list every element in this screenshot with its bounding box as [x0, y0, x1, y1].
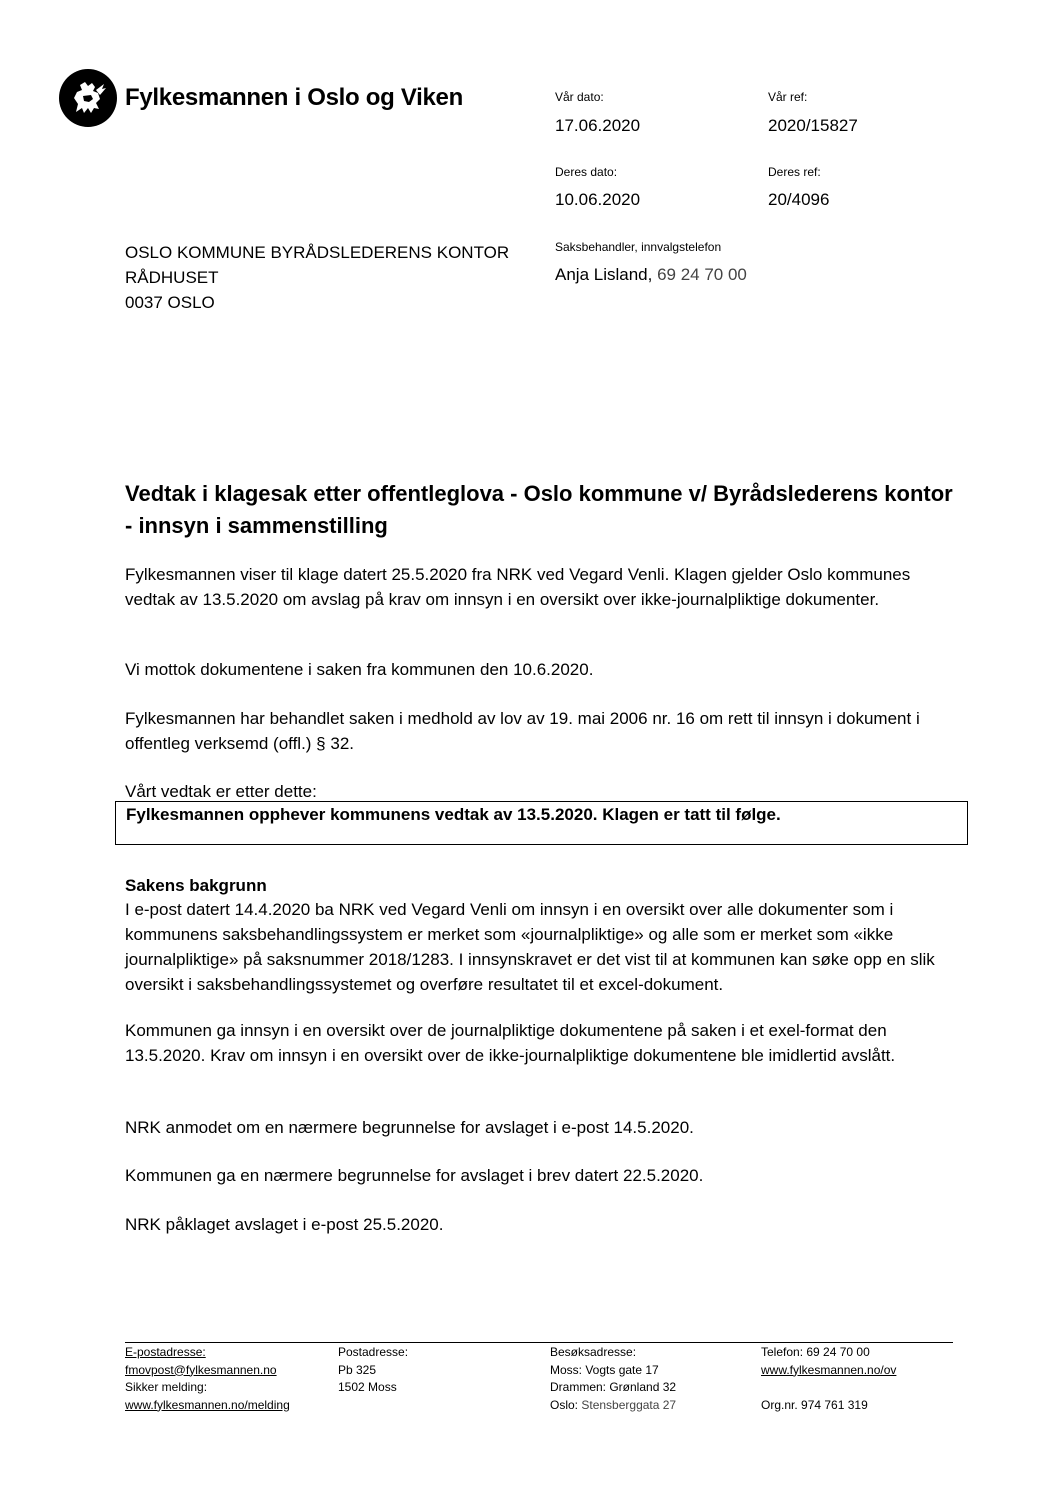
footer-website-link[interactable]: www.fylkesmannen.no/ov [761, 1362, 897, 1377]
footer-visit-oslo-city: Oslo: [550, 1397, 579, 1412]
footer-visit-column [550, 1344, 676, 1414]
recipient-line-3: 0037 OSLO [125, 293, 215, 312]
handler [555, 265, 747, 285]
paragraph-municipality-response: Kommunen ga innsyn i en oversikt over de journalpliktige dokumentene på saken i et exel-format den 13.5.2020. Krav om innsyn i en oversikt over de ikke-journalpliktige dokumentene ble imidlertid avslått. [125, 1021, 896, 1065]
footer-visit-moss: Moss: Vogts gate 17 [550, 1362, 659, 1377]
footer-phone-column [761, 1344, 896, 1414]
coat-of-arms-lion-icon [58, 68, 118, 128]
paragraph-intro: Fylkesmannen viser til klage datert 25.5.2020 fra NRK ved Vegard Venli. Klagen gjelder Oslo kommunes vedtak av 13.5.2020 om avslag på krav om innsyn i en oversikt over ikke-journalpliktige dokumenter. [125, 565, 911, 609]
recipient-line-2: RÅDHUSET [125, 268, 219, 287]
our-ref-value: 2020/15827 [768, 116, 858, 135]
our-date-value: 17.06.2020 [555, 116, 641, 135]
footer-postal-label: Postadresse: [338, 1345, 409, 1359]
footer-visit-oslo-street: Stensberggata 27 [581, 1397, 677, 1412]
organization-name: Fylkesmannen i Oslo og Viken [125, 84, 463, 111]
handler-phone: 69 24 70 00 [657, 265, 747, 284]
footer-divider [125, 1342, 953, 1343]
your-ref-value: 20/4096 [768, 190, 830, 209]
our-ref-label: Vår ref: [768, 90, 808, 104]
footer-visit-label: Besøksadresse: [550, 1345, 637, 1359]
footer-visit-oslo [550, 1397, 676, 1415]
our-date-label: Vår dato: [555, 90, 604, 104]
paragraph-received: Vi mottok dokumentene i saken fra kommunen den 10.6.2020. [125, 660, 594, 679]
letter-title: Vedtak i klagesak etter offentleglova - Oslo kommune v/ Byrådslederens kontor - innsyn i sammenstilling [125, 481, 953, 538]
footer-postal-column [338, 1344, 408, 1397]
footer-phone: Telefon: 69 24 70 00 [761, 1345, 870, 1359]
paragraph-decision-intro: Vårt vedtak er etter dette: [125, 782, 317, 801]
decision-text: Fylkesmannen opphever kommunens vedtak av 13.5.2020. Klagen er tatt til følge. [126, 805, 781, 824]
paragraph-justification: Kommunen ga en nærmere begrunnelse for avslaget i brev datert 22.5.2020. [125, 1166, 704, 1185]
footer-postal-city: 1502 Moss [338, 1380, 397, 1394]
paragraph-legal-basis: Fylkesmannen har behandlet saken i medhold av lov av 19. mai 2006 nr. 16 om rett til innsyn i dokument i offentleg verksemd (offl.) § 32. [125, 709, 920, 753]
paragraph-request: I e-post datert 14.4.2020 ba NRK ved Vegard Venli om innsyn i en oversikt over alle dokumenter som i kommunens saksbehandlingssystem er merket som «journalpliktige» og alle som er merket som «ikke journalpliktige» på saksnummer 2018/1283. I innsynskravet er det vist til at kommunen kan søke opp en slik oversikt i saksbehandlingssystemet og overføre resultatet til et excel-dokument. [125, 900, 935, 994]
footer-email-label: E-postadresse: [125, 1345, 206, 1359]
handler-name: Anja Lisland, [555, 265, 653, 284]
your-date-value: 10.06.2020 [555, 190, 641, 209]
footer-postal-box: Pb 325 [338, 1362, 377, 1377]
footer-secure-label: Sikker melding: [125, 1380, 208, 1394]
decision-box [115, 801, 968, 845]
footer-secure-link[interactable]: www.fylkesmannen.no/melding [125, 1397, 290, 1412]
footer-visit-drammen: Drammen: Grønland 32 [550, 1380, 677, 1394]
paragraph-appeal: NRK påklaget avslaget i e-post 25.5.2020. [125, 1215, 444, 1234]
paragraph-nrk-request: NRK anmodet om en nærmere begrunnelse for avslaget i e-post 14.5.2020. [125, 1118, 694, 1137]
footer-orgnr: Org.nr. 974 761 319 [761, 1397, 868, 1412]
section-heading-background: Sakens bakgrunn [125, 876, 267, 895]
recipient-address [125, 240, 509, 315]
footer-contact-column [125, 1344, 290, 1414]
recipient-line-1: OSLO KOMMUNE BYRÅDSLEDERENS KONTOR [125, 243, 510, 262]
your-date-label: Deres dato: [555, 165, 618, 179]
footer-email-link[interactable]: fmovpost@fylkesmannen.no [125, 1362, 277, 1377]
handler-label: Saksbehandler, innvalgstelefon [555, 240, 722, 254]
your-ref-label: Deres ref: [768, 165, 821, 179]
